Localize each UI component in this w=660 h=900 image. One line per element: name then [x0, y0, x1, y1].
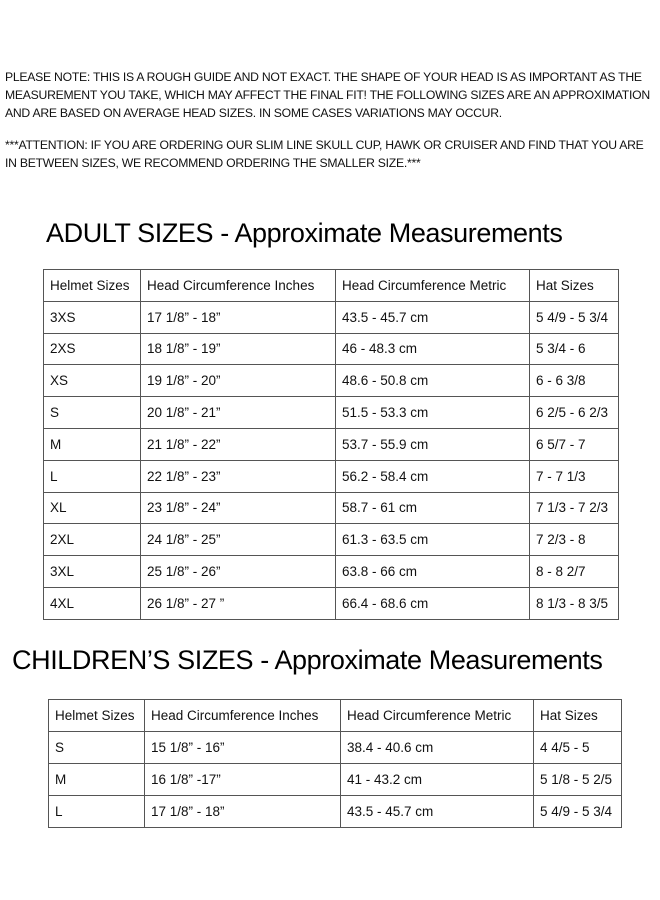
metric-cell: 53.7 - 55.9 cm [336, 428, 530, 460]
metric-cell: 48.6 - 50.8 cm [336, 365, 530, 397]
inches-cell: 17 1/8” - 18” [141, 301, 336, 333]
children-sizes-heading: CHILDREN’S SIZES - Approximate Measurements [12, 645, 603, 675]
hat-size-cell: 7 2/3 - 8 [530, 524, 619, 556]
column-header: Helmet Sizes [49, 700, 145, 732]
inches-cell: 22 1/8” - 23” [141, 460, 336, 492]
inches-cell: 19 1/8” - 20” [141, 365, 336, 397]
table-row [49, 732, 622, 764]
metric-cell: 58.7 - 61 cm [336, 492, 530, 524]
table-row [44, 428, 619, 460]
hat-size-cell: 7 1/3 - 7 2/3 [530, 492, 619, 524]
hat-size-cell: 6 2/5 - 6 2/3 [530, 397, 619, 429]
children-size-table [48, 699, 622, 828]
adult-size-table [43, 269, 619, 620]
column-header: Head Circumference Inches [145, 700, 341, 732]
hat-size-cell: 6 - 6 3/8 [530, 365, 619, 397]
metric-cell: 46 - 48.3 cm [336, 333, 530, 365]
helmet-size-cell: XS [44, 365, 141, 397]
disclaimer-note: PLEASE NOTE: THIS IS A ROUGH GUIDE AND NOT EXACT. THE SHAPE OF YOUR HEAD IS AS IMPORTANT AS THE MEASUREMENT YOU TAKE, WHICH MAY AFFECT THE FINAL FIT! THE FOLLOWING SIZES ARE AN APPROXIMATION AND ARE BASED ON AVERAGE HEAD SIZES. IN SOME CASES VARIATIONS MAY OCCUR. [5, 70, 650, 120]
inches-cell: 24 1/8” - 25” [141, 524, 336, 556]
hat-size-cell: 7 - 7 1/3 [530, 460, 619, 492]
hat-size-cell: 8 1/3 - 8 3/5 [530, 587, 619, 619]
metric-cell: 38.4 - 40.6 cm [341, 732, 534, 764]
metric-cell: 51.5 - 53.3 cm [336, 397, 530, 429]
column-header: Helmet Sizes [44, 270, 141, 302]
helmet-size-cell: 2XL [44, 524, 141, 556]
metric-cell: 61.3 - 63.5 cm [336, 524, 530, 556]
inches-cell: 21 1/8” - 22” [141, 428, 336, 460]
metric-cell: 43.5 - 45.7 cm [341, 796, 534, 828]
hat-size-cell: 5 4/9 - 5 3/4 [530, 301, 619, 333]
helmet-size-cell: XL [44, 492, 141, 524]
table-row [44, 524, 619, 556]
inches-cell: 17 1/8” - 18” [145, 796, 341, 828]
hat-size-cell: 5 4/9 - 5 3/4 [534, 796, 622, 828]
inches-cell: 25 1/8” - 26” [141, 556, 336, 588]
table-row [49, 796, 622, 828]
inches-cell: 26 1/8” - 27 ” [141, 587, 336, 619]
helmet-size-cell: M [44, 428, 141, 460]
metric-cell: 41 - 43.2 cm [341, 764, 534, 796]
inches-cell: 16 1/8” -17” [145, 764, 341, 796]
metric-cell: 63.8 - 66 cm [336, 556, 530, 588]
attention-note: ***ATTENTION: IF YOU ARE ORDERING OUR SLIM LINE SKULL CUP, HAWK OR CRUISER AND FIND THAT YOU ARE IN BETWEEN SIZES, WE RECOMMEND ORDERING THE SMALLER SIZE.*** [5, 138, 644, 170]
helmet-size-cell: 3XS [44, 301, 141, 333]
table-row [44, 587, 619, 619]
helmet-size-cell: L [44, 460, 141, 492]
metric-cell: 56.2 - 58.4 cm [336, 460, 530, 492]
table-row [44, 301, 619, 333]
column-header: Head Circumference Metric [341, 700, 534, 732]
inches-cell: 20 1/8” - 21” [141, 397, 336, 429]
metric-cell: 66.4 - 68.6 cm [336, 587, 530, 619]
hat-size-cell: 5 1/8 - 5 2/5 [534, 764, 622, 796]
hat-size-cell: 4 4/5 - 5 [534, 732, 622, 764]
inches-cell: 15 1/8” - 16” [145, 732, 341, 764]
helmet-size-cell: S [49, 732, 145, 764]
inches-cell: 23 1/8” - 24” [141, 492, 336, 524]
adult-sizes-heading: ADULT SIZES - Approximate Measurements [46, 218, 563, 248]
helmet-size-cell: 4XL [44, 587, 141, 619]
table-row [44, 460, 619, 492]
helmet-size-cell: 2XS [44, 333, 141, 365]
inches-cell: 18 1/8” - 19” [141, 333, 336, 365]
column-header: Hat Sizes [534, 700, 622, 732]
hat-size-cell: 5 3/4 - 6 [530, 333, 619, 365]
table-header-row [49, 700, 622, 732]
table-row [44, 397, 619, 429]
helmet-size-cell: M [49, 764, 145, 796]
helmet-size-cell: L [49, 796, 145, 828]
table-row [49, 764, 622, 796]
column-header: Head Circumference Inches [141, 270, 336, 302]
column-header: Head Circumference Metric [336, 270, 530, 302]
table-row [44, 365, 619, 397]
table-row [44, 556, 619, 588]
hat-size-cell: 8 - 8 2/7 [530, 556, 619, 588]
table-row [44, 333, 619, 365]
metric-cell: 43.5 - 45.7 cm [336, 301, 530, 333]
table-header-row [44, 270, 619, 302]
hat-size-cell: 6 5/7 - 7 [530, 428, 619, 460]
column-header: Hat Sizes [530, 270, 619, 302]
table-row [44, 492, 619, 524]
helmet-size-cell: 3XL [44, 556, 141, 588]
helmet-size-cell: S [44, 397, 141, 429]
